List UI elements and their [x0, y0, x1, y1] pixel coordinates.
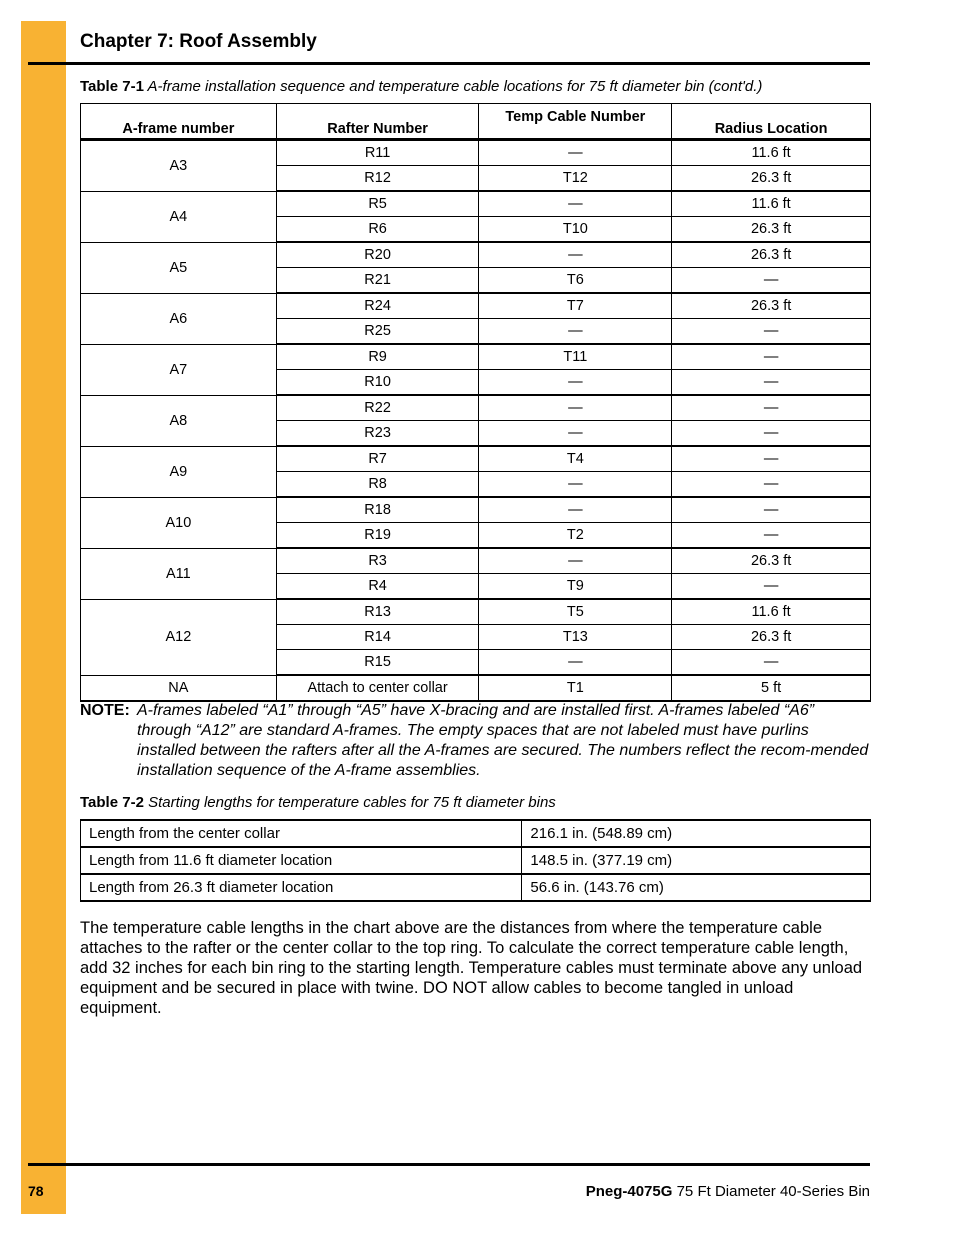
radius-location-cell: — — [672, 421, 871, 447]
aframe-sequence-table — [80, 103, 871, 702]
temp-cable-cell: — — [479, 421, 672, 447]
table1-body — [81, 140, 871, 702]
table-row — [81, 820, 871, 847]
temp-cable-cell: — — [479, 370, 672, 396]
length-value: 56.6 in. (143.76 cm) — [522, 874, 871, 901]
starting-lengths-table — [80, 819, 871, 902]
length-value: 216.1 in. (548.89 cm) — [522, 820, 871, 847]
aframe-number-cell: A6 — [81, 293, 277, 344]
table-row — [81, 395, 871, 421]
radius-location-cell: 26.3 ft — [672, 625, 871, 650]
table-row — [81, 497, 871, 523]
temp-cable-cell: T1 — [479, 675, 672, 701]
aframe-number-cell: A5 — [81, 242, 277, 293]
table-row — [81, 140, 871, 166]
rafter-number-cell: R24 — [276, 293, 479, 319]
temp-cable-cell: — — [479, 395, 672, 421]
rafter-number-cell: R8 — [276, 472, 479, 498]
temp-cable-cell: — — [479, 548, 672, 574]
radius-location-cell: 26.3 ft — [672, 548, 871, 574]
temp-cable-cell: T13 — [479, 625, 672, 650]
length-label: Length from 26.3 ft diameter location — [81, 874, 522, 901]
length-value: 148.5 in. (377.19 cm) — [522, 847, 871, 874]
header-rule — [28, 62, 870, 65]
length-label: Length from the center collar — [81, 820, 522, 847]
rafter-number-cell: R9 — [276, 344, 479, 370]
rafter-number-cell: R4 — [276, 574, 479, 600]
radius-location-cell: — — [672, 523, 871, 549]
footer-rule — [28, 1163, 870, 1166]
radius-location-cell: — — [672, 497, 871, 523]
rafter-number-cell: R13 — [276, 599, 479, 625]
rafter-number-cell: R3 — [276, 548, 479, 574]
temp-cable-cell: — — [479, 472, 672, 498]
aframe-number-cell: A12 — [81, 599, 277, 675]
aframe-number-cell: A11 — [81, 548, 277, 599]
rafter-number-cell: R10 — [276, 370, 479, 396]
radius-location-cell: 11.6 ft — [672, 140, 871, 166]
table-row — [81, 242, 871, 268]
table-row — [81, 548, 871, 574]
radius-location-cell: 11.6 ft — [672, 191, 871, 217]
side-accent-bar — [21, 21, 66, 1214]
aframe-number-cell: A3 — [81, 140, 277, 192]
header-aframe-number: A-frame number — [81, 104, 277, 140]
radius-location-cell: — — [672, 268, 871, 294]
note-label: NOTE: — [80, 702, 130, 719]
table-row — [81, 446, 871, 472]
temp-cable-cell: T5 — [479, 599, 672, 625]
header-radius-location: Radius Location — [672, 104, 871, 140]
temp-cable-cell: T7 — [479, 293, 672, 319]
temp-cable-cell: — — [479, 497, 672, 523]
radius-location-cell: 5 ft — [672, 675, 871, 701]
rafter-number-cell: Attach to center collar — [276, 675, 479, 701]
table2-caption — [80, 794, 556, 811]
aframe-number-cell: A9 — [81, 446, 277, 497]
temp-cable-cell: T10 — [479, 217, 672, 243]
table-row — [81, 675, 871, 701]
table-row — [81, 344, 871, 370]
temp-cable-cell: — — [479, 319, 672, 345]
rafter-number-cell: R11 — [276, 140, 479, 166]
radius-location-cell: — — [672, 370, 871, 396]
rafter-number-cell: R23 — [276, 421, 479, 447]
rafter-number-cell: R25 — [276, 319, 479, 345]
radius-location-cell: 26.3 ft — [672, 166, 871, 192]
temp-cable-cell: T2 — [479, 523, 672, 549]
table1-header-row — [81, 104, 871, 140]
rafter-number-cell: R20 — [276, 242, 479, 268]
radius-location-cell: — — [672, 319, 871, 345]
table2-caption-text: Starting lengths for temperature cables for 75 ft diameter bins — [143, 794, 556, 811]
body-paragraph: The temperature cable lengths in the chart above are the distances from where the temperature cable attaches to the rafter or the center collar to the top ring. To calculate the correct temperature cable length, add 32 inches for each bin ring to the starting length. Temperature cables must terminate above any unload equipment and be secured in place with twine. DO NOT allow cables to become tangled in unload equipment. — [80, 919, 863, 1017]
radius-location-cell: 26.3 ft — [672, 242, 871, 268]
temp-cable-cell: — — [479, 191, 672, 217]
radius-location-cell: — — [672, 344, 871, 370]
rafter-number-cell: R18 — [276, 497, 479, 523]
rafter-number-cell: R7 — [276, 446, 479, 472]
length-label: Length from 11.6 ft diameter location — [81, 847, 522, 874]
doc-id: Pneg-4075G — [585, 1183, 673, 1200]
radius-location-cell: — — [672, 650, 871, 676]
radius-location-cell: 26.3 ft — [672, 217, 871, 243]
radius-location-cell: — — [672, 395, 871, 421]
radius-location-cell: — — [672, 574, 871, 600]
rafter-number-cell: R19 — [276, 523, 479, 549]
aframe-number-cell: NA — [81, 675, 277, 701]
rafter-number-cell: R14 — [276, 625, 479, 650]
aframe-number-cell: A8 — [81, 395, 277, 446]
note-text: A-frames labeled “A1” through “A5” have X-bracing and are installed first. A-frames labeled “A6” through “A12” are standard A-frames. The empty spaces that are not labeled must have purlins installed between the rafters after all the A-frames are secured. The numbers reflect the recom-mended installation sequence of the A-frame assemblies. — [137, 702, 869, 779]
note-block — [80, 701, 870, 781]
aframe-number-cell: A7 — [81, 344, 277, 395]
table-row — [81, 599, 871, 625]
radius-location-cell: — — [672, 472, 871, 498]
temp-cable-cell: T12 — [479, 166, 672, 192]
doc-title: 75 Ft Diameter 40-Series Bin — [672, 1183, 870, 1200]
temp-cable-cell: — — [479, 650, 672, 676]
table1-caption-label: Table 7-1 — [80, 78, 144, 95]
table-row — [81, 847, 871, 874]
temp-cable-cell: T6 — [479, 268, 672, 294]
table-row — [81, 874, 871, 901]
rafter-number-cell: R21 — [276, 268, 479, 294]
rafter-number-cell: R15 — [276, 650, 479, 676]
header-temp-cable-number: Temp Cable Number — [479, 104, 672, 140]
radius-location-cell: 26.3 ft — [672, 293, 871, 319]
temp-cable-cell: T9 — [479, 574, 672, 600]
aframe-number-cell: A10 — [81, 497, 277, 548]
rafter-number-cell: R12 — [276, 166, 479, 192]
temp-cable-cell: T11 — [479, 344, 672, 370]
rafter-number-cell: R6 — [276, 217, 479, 243]
footer-doc-title — [586, 1183, 870, 1200]
chapter-title: Chapter 7: Roof Assembly — [80, 31, 317, 52]
table1-caption — [80, 78, 762, 95]
aframe-number-cell: A4 — [81, 191, 277, 242]
header-rafter-number: Rafter Number — [276, 104, 479, 140]
rafter-number-cell: R22 — [276, 395, 479, 421]
temp-cable-cell: — — [479, 242, 672, 268]
page-number: 78 — [28, 1183, 44, 1199]
table2-caption-label: Table 7-2 — [80, 794, 144, 811]
temp-cable-cell: — — [479, 140, 672, 166]
table-row — [81, 293, 871, 319]
radius-location-cell: 11.6 ft — [672, 599, 871, 625]
rafter-number-cell: R5 — [276, 191, 479, 217]
radius-location-cell: — — [672, 446, 871, 472]
temp-cable-cell: T4 — [479, 446, 672, 472]
table1-caption-text: A-frame installation sequence and temperature cable locations for 75 ft diameter bin (cont'd.) — [143, 78, 763, 95]
table-row — [81, 191, 871, 217]
